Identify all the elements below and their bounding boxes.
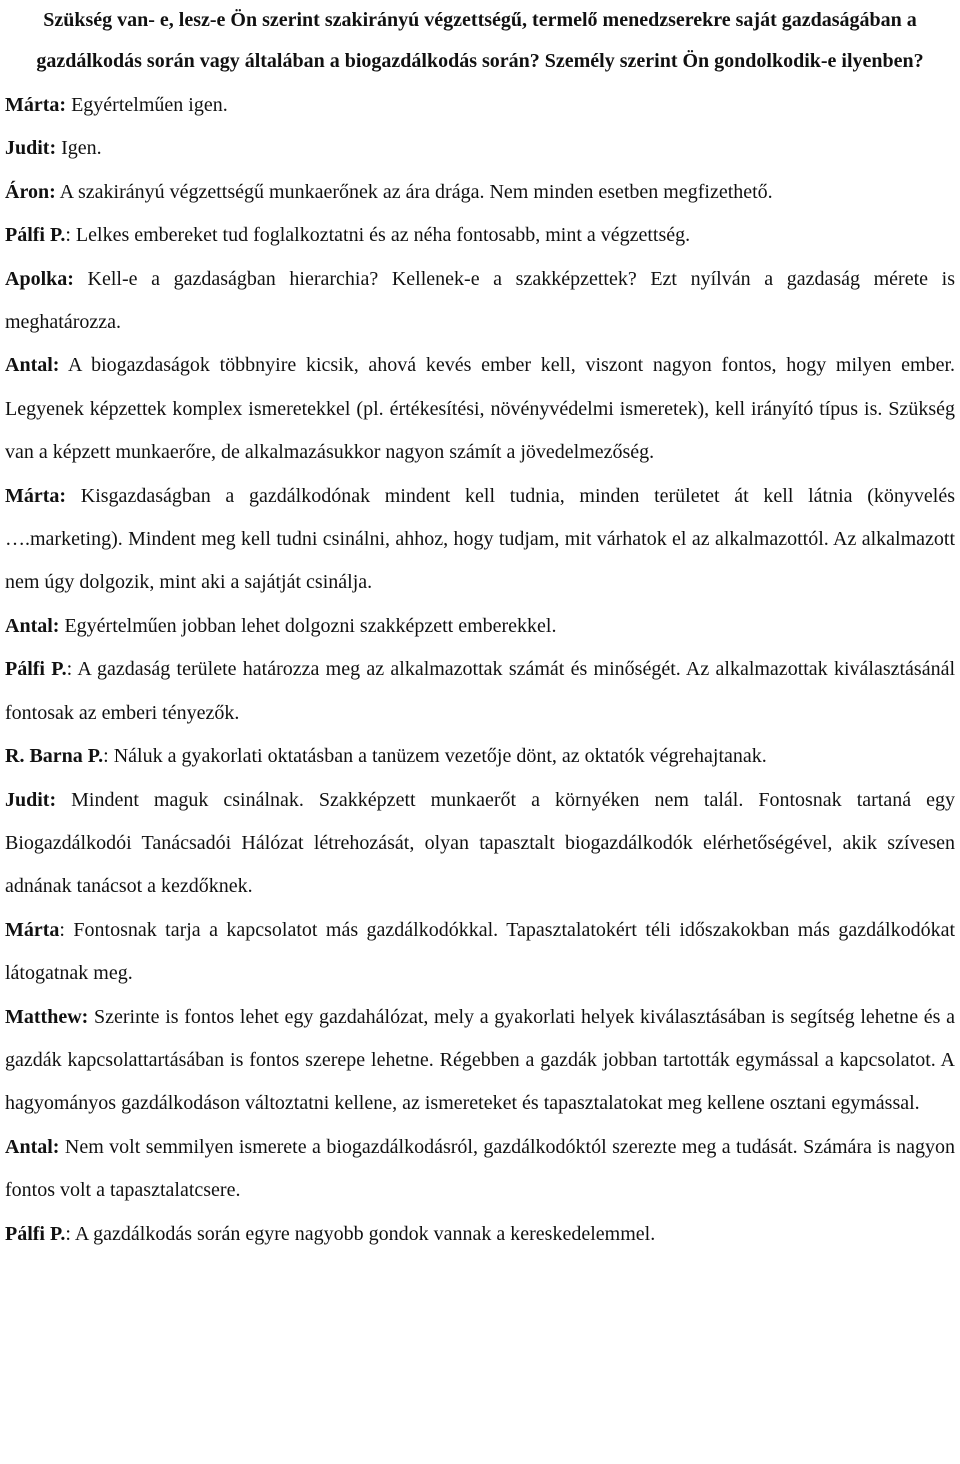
entry-text: : A gazdaság területe határozza meg az alkalmazottak számát és minőségét. Az alkalmazottak kiválasztásánál fontosak az emberi tényezők. [5, 658, 956, 724]
speaker-name: Áron: [5, 180, 56, 203]
entry-5 [5, 258, 955, 345]
entry-10 [5, 735, 955, 778]
speaker-name: Antal: [5, 614, 60, 637]
entry-2 [5, 127, 955, 170]
speaker-name: Matthew: [5, 1005, 89, 1028]
speaker-name: R. Barna P. [5, 745, 104, 768]
entry-text: : Lelkes embereket tud foglalkoztatni és az néha fontosabb, mint a végzettség. [65, 224, 691, 247]
speaker-name: Judit: [5, 788, 57, 811]
entry-text: Egyértelműen igen. [66, 94, 228, 116]
speaker-name: Apolka: [5, 267, 74, 290]
entry-12 [5, 909, 955, 996]
entry-text: A biogazdaságok többnyire kicsik, ahová kevés ember kell, viszont nagyon fontos, hogy milyen ember. Legyenek képzettek komplex ismeretekkel (pl. értékesítési, növényvédelmi ismeretek), kell irányító típus is. Szükség van a képzett munkaerőre, de alkalmazásukkor nagyon számít a jövedelmezőség. [5, 354, 955, 464]
entry-text: Szerinte is fontos lehet egy gazdahálózat, mely a gyakorlati helyek kiválasztásában is segítség lehetne és a gazdák kapcsolattartásában is fontos szerepe lehetne. Régebben a gazdák jobban tartották egymással a kapcsolatot. A hagyományos gazdálkodáson változtatni kellene, az ismereteket és tapasztalatokat meg kellene osztani egymással. [5, 1005, 955, 1115]
entry-3 [5, 171, 955, 214]
entry-8 [5, 605, 955, 648]
speaker-name: Márta: [5, 484, 67, 507]
entry-9 [5, 648, 955, 735]
entry-15 [5, 1213, 955, 1256]
entry-text: Kell-e a gazdaságban hierarchia? Kellenek-e a szakképzettek? Ezt nyílván a gazdaság mérete is meghatározza. [5, 267, 955, 334]
speaker-name: Pálfi P. [5, 1222, 66, 1245]
entry-text: Igen. [56, 137, 102, 160]
entry-text: Egyértelműen jobban lehet dolgozni szakképzett emberekkel. [59, 614, 557, 637]
entry-text: Mindent maguk csinálnak. Szakképzett munkaerőt a környéken nem talál. Fontosnak tartaná egy Biogazdálkodói Tanácsadói Hálózat létrehozását, olyan tapasztalt biogazdálkodók elérhetőségével, akik szívesen adnának tanácsot a kezdőknek. [5, 788, 955, 898]
entry-text: Kisgazdaságban a gazdálkodónak mindent kell tudnia, minden területet át kell látnia (könyvelés ….marketing). Mindent meg kell tudni csinálni, ahhoz, hogy tudjam, mit várhatok el az alkalmazottól. Az alkalmazott nem úgy dolgozik, mint aki a sajátját csinálja. [5, 484, 955, 594]
speaker-name: Márta: [5, 94, 67, 116]
entry-text: Nem volt semmilyen ismerete a biogazdálkodásról, gazdálkodóktól szerezte meg a tudását. Számára is nagyon fontos volt a tapasztalatcsere. [5, 1135, 955, 1202]
entry-text: A szakirányú végzettségű munkaerőnek az ára drága. Nem minden esetben megfizethető. [55, 180, 773, 203]
entry-text: : A gazdálkodás során egyre nagyobb gondok vannak a kereskedelemmel. [65, 1222, 656, 1245]
speaker-name: Pálfi P. [5, 658, 67, 681]
speaker-name: Pálfi P. [5, 224, 66, 247]
speaker-name: Judit: [5, 137, 57, 160]
speaker-name: Antal: [5, 354, 60, 377]
entry-6 [5, 344, 955, 474]
entry-13 [5, 996, 955, 1126]
entry-text: : Fontosnak tarja a kapcsolatot más gazdálkodókkal. Tapasztalatokért téli időszakokban más gazdálkodókat látogatnak meg. [5, 918, 955, 985]
entry-text: : Náluk a gyakorlati oktatásban a tanüzem vezetője dönt, az oktatók végrehajtanak. [103, 745, 767, 768]
entry-4 [5, 214, 955, 257]
entry-14 [5, 1126, 955, 1213]
entry-1 [5, 84, 955, 127]
speaker-name: Márta [5, 918, 60, 941]
entry-11 [5, 779, 955, 909]
interview-question: Szükség van- e, lesz-e Ön szerint szakirányú végzettségű, termelő menedzserekre saját gazdaságában a gazdálkodás során vagy általában a biogazdálkodás során? Személy szerint Ön gondolkodik-e ilyenben? [36, 9, 924, 72]
speaker-name: Antal: [5, 1135, 60, 1158]
entry-7 [5, 475, 955, 605]
